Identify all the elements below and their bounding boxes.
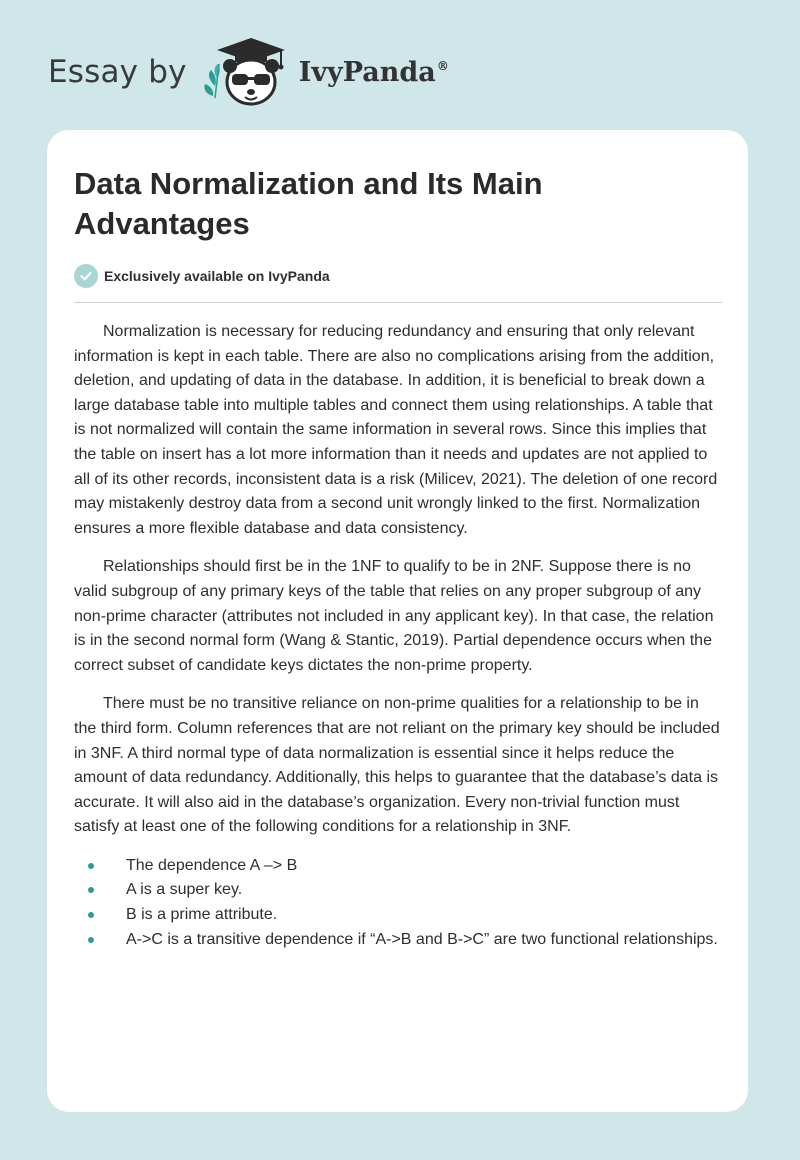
paragraph: Normalization is necessary for reducing redundancy and ensuring that only relevant information is kept in each table. There are also no complications arising from the addition, deletion, and updating of data in the database. In addition, it is beneficial to break down a large database table into multiple tables and connect them using relationships. A table that is not normalized will contain the same information in several rows. Since this implies that the table on insert has a lot more information than it needs and updates are not applied to all of its other records, inconsistent data is a risk (Milicev, 2021). The deletion of one record may mistakenly destroy data from a second unit wrongly linked to the first. Normalization ensures a more flexible database and data consistency. bbox=[74, 323, 718, 537]
brand-label: IvyPanda bbox=[298, 56, 436, 88]
list-item bbox=[74, 903, 722, 928]
divider bbox=[74, 302, 722, 303]
list-item bbox=[74, 854, 722, 879]
paragraph: There must be no transitive reliance on non-prime qualities for a relationship to be in the third form. Column references that are not reliant on the primary key should be included in 3NF. A third normal type of data normalization is essential since it helps reduce the amount of data redundancy. Additionally, this helps to guarantee that the database’s data is accurate. It will also aid in the database’s organization. Every non-trivial function must satisfy at least one of the following conditions for a relationship in 3NF. bbox=[74, 695, 720, 836]
exclusive-badge bbox=[74, 264, 330, 288]
list-item-text: The dependence A –> B bbox=[126, 856, 298, 874]
bullet-dot-icon bbox=[88, 937, 94, 943]
brand-name[interactable] bbox=[299, 57, 449, 88]
panda-logo-icon[interactable] bbox=[201, 34, 293, 110]
exclusive-text: Exclusively available on IvyPanda bbox=[104, 268, 330, 284]
article-card bbox=[47, 130, 748, 1112]
list-item-text: B is a prime attribute. bbox=[126, 906, 278, 924]
paragraph: Relationships should first be in the 1NF to qualify to be in 2NF. Suppose there is no valid subgroup of any primary keys of the table that relies on any proper subgroup of any non-prime character (attributes not included in any applicant key). In that case, the relation is in the second normal form (Wang & Stantic, 2019). Partial dependence occurs when the correct subset of candidate keys dictates the non-prime property. bbox=[74, 558, 714, 674]
list-item-text: A->C is a transitive dependence if “A->B and B->C” are two functional relationships. bbox=[126, 930, 718, 948]
bullet-list bbox=[74, 854, 722, 952]
bullet-dot-icon bbox=[88, 912, 94, 918]
site-header bbox=[48, 34, 449, 110]
article-body bbox=[74, 320, 722, 952]
list-item bbox=[74, 878, 722, 903]
essay-by-label: Essay by bbox=[48, 54, 187, 90]
list-item-text: A is a super key. bbox=[126, 881, 243, 899]
check-icon bbox=[74, 264, 98, 288]
list-item bbox=[74, 928, 722, 953]
page-title: Data Normalization and Its Main Advantages bbox=[74, 166, 543, 241]
bullet-dot-icon bbox=[88, 887, 94, 893]
bullet-dot-icon bbox=[88, 863, 94, 869]
registered-mark: ® bbox=[436, 58, 449, 73]
